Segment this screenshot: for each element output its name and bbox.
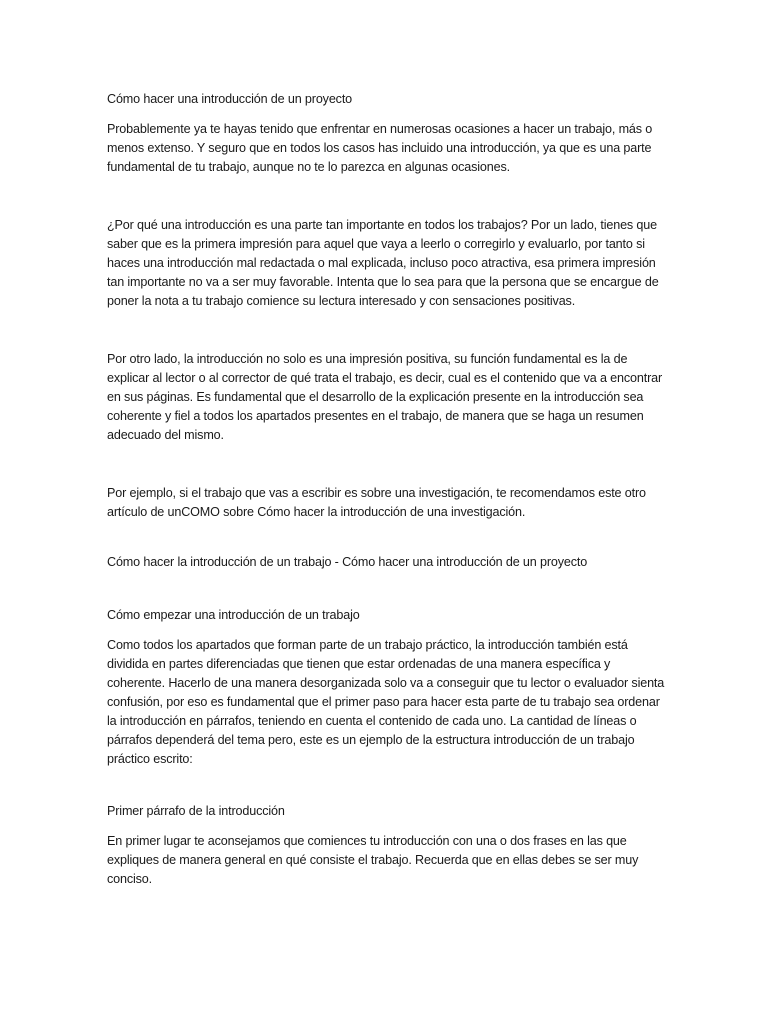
image-caption: Cómo hacer la introducción de un trabajo - Cómo hacer una introducción de un proyecto bbox=[107, 555, 588, 569]
section-heading-start: Cómo empezar una introducción de un trabajo bbox=[107, 608, 360, 622]
document-title: Cómo hacer una introducción de un proyecto bbox=[107, 92, 353, 106]
document-page bbox=[107, 90, 667, 889]
paragraph-importance: ¿Por qué una introducción es una parte tan importante en todos los trabajos? Por un lado, tienes que saber que es la primera impresión para aquel que vaya a leerlo o corregirlo y evaluarlo, por tanto si haces una introducción mal redactada o mal explicada, incluso poco atractiva, esa primera impresión tan importante no va a ser muy favorable. Intenta que lo sea para que la persona que se encargue de poner la nota a tu trabajo comience su lectura interesado y con sensaciones positivas. bbox=[107, 218, 659, 308]
paragraph-example: Por ejemplo, si el trabajo que vas a escribir es sobre una investigación, te recomendamos este otro artículo de unCOMO sobre Cómo hacer la introducción de una investigación. bbox=[107, 486, 646, 519]
paragraph-first-advice: En primer lugar te aconsejamos que comiences tu introducción con una o dos frases en las que expliques de manera general en qué consiste el trabajo. Recuerda que en ellas debes se ser muy conciso. bbox=[107, 834, 639, 886]
paragraph-function: Por otro lado, la introducción no solo es una impresión positiva, su función fundamental es la de explicar al lector o al corrector de qué trata el trabajo, es decir, cual es el contenido que va a encontrar en sus páginas. Es fundamental que el desarrollo de la explicación presente en la introducción sea coherente y fiel a todos los apartados presentes en el trabajo, de manera que se haga un resumen adecuado del mismo. bbox=[107, 352, 663, 442]
paragraph-structure: Como todos los apartados que forman parte de un trabajo práctico, la introducción también está dividida en partes diferenciadas que tienen que estar ordenadas de una manera específica y coherente. Hacerlo de una manera desorganizada solo va a conseguir que tu lector o evaluador sienta confusión, por eso es fundamental que el primer paso para hacer esta parte de tu trabajo sea ordenar la introducción en párrafos, teniendo en cuenta el contenido de cada uno. La cantidad de líneas o párrafos dependerá del tema pero, este es un ejemplo de la estructura introducción de un trabajo práctico escrito: bbox=[107, 638, 665, 766]
section-heading-first-paragraph: Primer párrafo de la introducción bbox=[107, 804, 285, 818]
paragraph-intro: Probablemente ya te hayas tenido que enfrentar en numerosas ocasiones a hacer un trabajo, más o menos extenso. Y seguro que en todos los casos has incluido una introducción, ya que es una parte fundamental de tu trabajo, aunque no te lo parezca en algunas ocasiones. bbox=[107, 122, 653, 174]
